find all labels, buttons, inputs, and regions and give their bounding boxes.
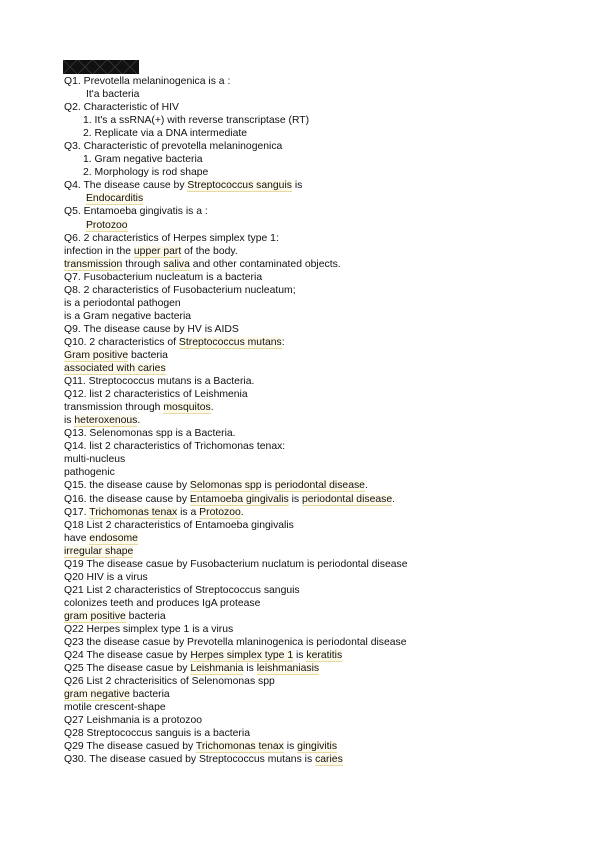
- highlighted-text: gingivitis: [297, 741, 338, 753]
- text-line: [64, 179, 584, 192]
- text-run: .: [210, 402, 214, 414]
- text-line: [64, 493, 584, 506]
- text-run: is a: [177, 506, 200, 518]
- highlighted-text: leishmaniasis: [256, 663, 320, 675]
- highlighted-text: associated with caries: [64, 363, 166, 375]
- text-line: [64, 532, 584, 545]
- text-line: [64, 323, 584, 336]
- text-run: Q29 The disease casued by: [64, 741, 196, 753]
- text-run: Q22 Herpes simplex type 1 is a virus: [64, 623, 234, 635]
- text-run: and other contaminated objects.: [189, 258, 341, 270]
- highlighted-text: mosquitos: [163, 402, 211, 414]
- text-run: 1. It's a ssRNA(+) with reverse transcriptase (RT): [83, 115, 310, 127]
- text-line: [64, 545, 584, 558]
- text-line: [64, 127, 584, 140]
- text-line: [64, 584, 584, 597]
- highlighted-text: Endocarditis: [86, 193, 144, 205]
- highlighted-text: irregular shape: [64, 545, 134, 557]
- text-line: [64, 571, 584, 584]
- text-line: [64, 649, 584, 662]
- text-line: [64, 597, 584, 610]
- text-run: .: [137, 415, 141, 427]
- text-line: [64, 414, 584, 427]
- text-run: Q6. 2 characteristics of Herpes simplex type 1:: [64, 232, 279, 244]
- highlighted-text: transmission: [64, 258, 123, 270]
- text-line: [64, 688, 584, 701]
- text-line: [64, 662, 584, 675]
- text-run: Q23 the disease casue by Prevotella mlaninogenica is periodontal disease: [64, 637, 407, 649]
- text-run: Q1. Prevotella melaninogenica is a :: [64, 76, 231, 87]
- text-run: pathogenic: [64, 467, 115, 479]
- text-run: Q13. Selenomonas spp is a Bacteria.: [64, 428, 236, 440]
- text-run: Q20 HIV is a virus: [64, 571, 148, 583]
- text-line: [64, 675, 584, 688]
- highlighted-text: caries: [315, 754, 343, 766]
- highlighted-text: periodontal disease: [274, 480, 365, 492]
- text-run: Q19 The disease casue by Fusobacterium nuclatum is periodontal disease: [64, 558, 408, 570]
- text-run: is: [283, 741, 298, 753]
- text-line: [64, 558, 584, 571]
- redacted-name-block: [63, 60, 139, 74]
- text-run: Q27 Leishmania is a protozoo: [64, 715, 203, 727]
- text-run: Q18 List 2 characteristics of Entamoeba gingivalis: [64, 519, 294, 531]
- text-run: 2. Replicate via a DNA intermediate: [83, 128, 248, 140]
- text-run: Q9. The disease cause by HV is AIDS: [64, 323, 239, 335]
- text-run: It'a bacteria: [86, 89, 140, 101]
- text-line: [64, 166, 584, 179]
- highlighted-text: saliva: [163, 258, 190, 270]
- text-run: Q14. list 2 characteristics of Trichomonas tenax:: [64, 441, 286, 453]
- highlighted-text: upper part: [133, 245, 182, 257]
- text-run: 2. Morphology is rod shape: [83, 167, 209, 179]
- text-run: Q30. The disease casued by Streptococcus mutans is: [64, 754, 316, 766]
- text-line: [64, 466, 584, 479]
- document-text: [64, 75, 584, 766]
- highlighted-text: keratitis: [306, 650, 343, 662]
- text-line: [64, 75, 584, 88]
- text-run: is: [64, 415, 75, 427]
- text-run: is: [291, 180, 303, 192]
- text-line: [64, 192, 584, 205]
- text-line: [64, 453, 584, 466]
- text-run: transmission through: [64, 402, 164, 414]
- text-run: multi-nucleus: [64, 454, 126, 466]
- text-line: [64, 427, 584, 440]
- text-line: [64, 610, 584, 623]
- text-run: is: [243, 663, 257, 675]
- highlighted-text: Trichomonas tenax: [195, 741, 284, 753]
- text-run: Q28 Streptococcus sanguis is a bacteria: [64, 728, 250, 740]
- text-line: [64, 740, 584, 753]
- text-run: through: [122, 258, 164, 270]
- text-run: is: [288, 493, 302, 505]
- text-line: [64, 506, 584, 519]
- text-run: Q21 List 2 characteristics of Streptococcus sanguis: [64, 584, 300, 596]
- text-run: Q10. 2 characteristics of: [64, 336, 179, 348]
- text-run: Q25 The disease casue by: [64, 663, 191, 675]
- text-line: [64, 714, 584, 727]
- text-run: Q16. the disease cause by: [64, 493, 190, 505]
- text-line: [64, 401, 584, 414]
- text-run: 1. Gram negative bacteria: [83, 154, 203, 166]
- highlighted-text: gram negative: [64, 689, 130, 701]
- text-line: [64, 258, 584, 271]
- text-run: Q12. list 2 characteristics of Leishmenia: [64, 389, 248, 401]
- highlighted-text: Streptococcus sanguis: [187, 180, 292, 192]
- text-run: :: [281, 336, 285, 348]
- text-run: is a periodontal pathogen: [64, 297, 181, 309]
- text-run: Q7. Fusobacterium nucleatum is a bacteria: [64, 271, 263, 283]
- text-line: [64, 219, 584, 232]
- text-line: [64, 232, 584, 245]
- highlighted-text: Entamoeba gingivalis: [189, 493, 289, 505]
- text-line: [64, 375, 584, 388]
- text-run: motile crescent-shape: [64, 702, 166, 714]
- text-line: [64, 362, 584, 375]
- text-run: Q4. The disease cause by: [64, 180, 188, 192]
- redaction-pattern-icon: [63, 60, 139, 74]
- text-line: [64, 284, 584, 297]
- text-run: Q8. 2 characteristics of Fusobacterium nucleatum;: [64, 284, 296, 296]
- text-run: have: [64, 532, 90, 544]
- text-run: bacteria: [125, 610, 166, 622]
- text-line: [64, 636, 584, 649]
- highlighted-text: heteroxenous: [74, 415, 138, 427]
- text-line: [64, 727, 584, 740]
- text-line: [64, 440, 584, 453]
- text-run: Q3. Characteristic of prevotella melaninogenica: [64, 141, 283, 153]
- text-line: [64, 753, 584, 766]
- text-run: is a Gram negative bacteria: [64, 310, 192, 322]
- text-run: .: [392, 493, 395, 505]
- text-run: Q17.: [64, 506, 90, 518]
- text-line: [64, 388, 584, 401]
- highlighted-text: Streptococcus mutans: [178, 336, 282, 348]
- text-run: colonizes teeth and produces IgA protease: [64, 597, 261, 609]
- text-line: [64, 701, 584, 714]
- highlighted-text: endosome: [89, 532, 138, 544]
- highlighted-text: Gram positive: [64, 349, 129, 361]
- text-run: .: [240, 506, 244, 518]
- text-line: [64, 479, 584, 492]
- highlighted-text: Trichomonas tenax: [89, 506, 178, 518]
- text-run: Q2. Characteristic of HIV: [64, 102, 179, 114]
- text-run: of the body.: [181, 245, 238, 257]
- highlighted-text: Protozoo: [199, 506, 241, 518]
- highlighted-text: gram positive: [64, 610, 126, 622]
- text-run: Q11. Streptococcus mutans is a Bacteria.: [64, 376, 255, 388]
- text-line: [64, 623, 584, 636]
- text-run: Q26 List 2 chracterisitics of Selenomonas spp: [64, 676, 275, 688]
- text-line: [64, 153, 584, 166]
- text-run: infection in the: [64, 245, 134, 257]
- text-line: [64, 88, 584, 101]
- highlighted-text: Protozoo: [86, 219, 128, 231]
- text-line: [64, 245, 584, 258]
- text-line: [64, 205, 584, 218]
- highlighted-text: Leishmania: [190, 663, 244, 675]
- highlighted-text: Herpes simplex type 1: [190, 650, 294, 662]
- text-run: bacteria: [128, 349, 168, 361]
- text-line: [64, 271, 584, 284]
- text-line: [64, 310, 584, 323]
- text-run: Q15. the disease cause by: [64, 480, 190, 492]
- text-run: .: [364, 480, 368, 492]
- highlighted-text: Selomonas spp: [189, 480, 262, 492]
- text-line: [64, 336, 584, 349]
- text-run: is: [261, 480, 275, 492]
- text-line: [64, 349, 584, 362]
- text-line: [64, 297, 584, 310]
- highlighted-text: periodontal disease: [301, 493, 393, 505]
- text-run: bacteria: [129, 689, 170, 701]
- text-line: [64, 101, 584, 114]
- text-run: is: [293, 650, 307, 662]
- text-run: Q24 The disease casue by: [64, 650, 191, 662]
- text-line: [64, 519, 584, 532]
- text-line: [64, 140, 584, 153]
- text-line: [64, 114, 584, 127]
- text-run: Q5. Entamoeba gingivatis is a :: [64, 206, 208, 218]
